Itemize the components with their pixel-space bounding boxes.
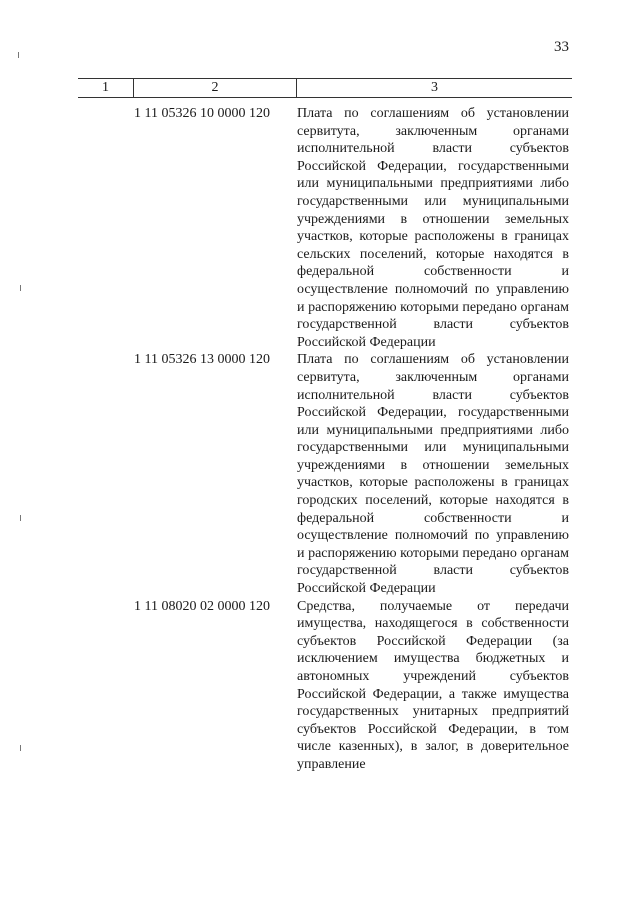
header-bottom-border (78, 97, 572, 98)
table-header (78, 78, 572, 98)
revenue-code: 1 11 08020 02 0000 120 (134, 598, 270, 614)
revenue-code: 1 11 05326 13 0000 120 (134, 352, 270, 368)
revenue-description: Средства, получаемые от передачи имущества, находящегося в собственности субъектов Российской Федерации (за исключением имущества бюджетных и автономных учреждений субъектов Российской Федерации, а также имущества государственных унитарных предприятий субъектов Российской Федерации, в том числе казенных), в залог, в доверительное управление (297, 598, 569, 772)
revenue-description: Плата по соглашениям об установлении сервитута, заключенным органами исполнительной власти субъектов Российской Федерации, государственными или муниципальными предприятиями либо государственными или муниципальными учреждениями в отношении земельных участков, которые расположены в границах сельских поселений, которые находятся в федеральной собственности и осуществление полномочий по управлению и распоряжению которыми передано органам государственной власти субъектов Российской Федерации (297, 106, 569, 350)
table-row (0, 351, 640, 597)
scan-margin-mark (20, 515, 21, 521)
table-row (0, 598, 640, 774)
revenue-description: Плата по соглашениям об установлении сервитута, заключенным органами исполнительной власти субъектов Российской Федерации, государственными или муниципальными предприятиями либо государственными или муниципальными учреждениями в отношении земельных участков, которые расположены в границах городских поселений, которые находятся в федеральной собственности и осуществление полномочий по управлению и распоряжению которыми передано органам государственной власти субъектов Российской Федерации (297, 352, 569, 597)
table-body (0, 105, 640, 774)
scan-margin-mark (20, 745, 21, 751)
scan-margin-mark (18, 52, 19, 58)
table-row (0, 105, 640, 351)
column-number-1: 1 (102, 80, 109, 95)
revenue-code: 1 11 05326 10 0000 120 (134, 106, 270, 121)
scan-margin-mark (20, 285, 21, 291)
column-number-2: 2 (211, 80, 219, 95)
page-number: 33 (554, 39, 569, 55)
column-number-3: 3 (431, 80, 438, 95)
